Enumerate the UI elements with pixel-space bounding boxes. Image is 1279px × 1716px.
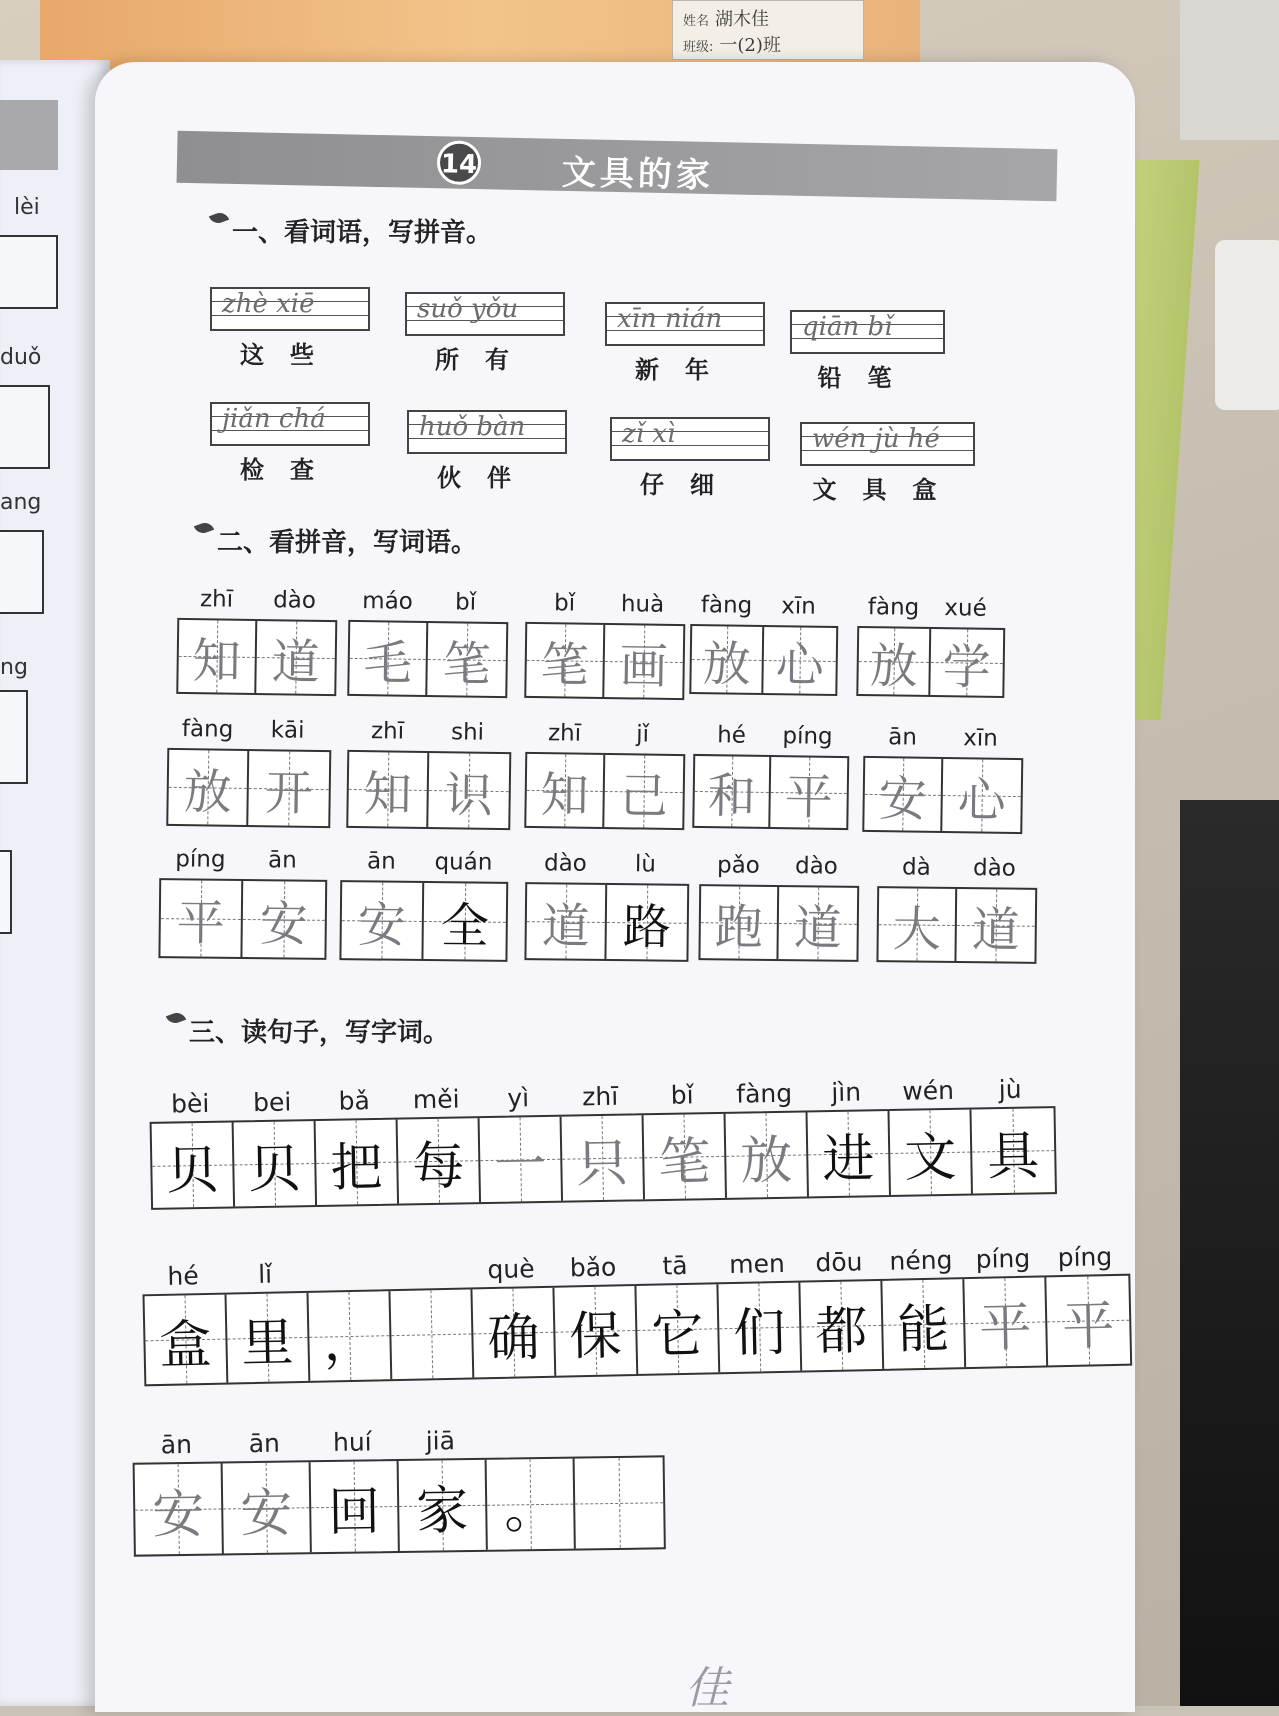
pinyin-label: bei [252, 1087, 292, 1118]
writing-cell[interactable] [636, 1284, 720, 1374]
name-label: 姓名 [683, 14, 710, 29]
written-character: 确 [486, 1307, 541, 1369]
left-box [0, 235, 58, 309]
word-grid-group [524, 850, 689, 962]
pinyin-answer: suǒ yǒu [417, 294, 519, 324]
written-character: 道 [541, 897, 591, 955]
writing-cell[interactable] [878, 888, 957, 961]
pinyin-label: píng [782, 723, 833, 750]
writing-cell[interactable] [480, 1117, 563, 1202]
pinyin-label: zhī [581, 1081, 619, 1112]
writing-cell[interactable] [971, 1108, 1054, 1193]
written-character: 贝 [247, 1138, 301, 1200]
pinyin-box[interactable] [605, 302, 765, 385]
word-label: 所有 [435, 346, 535, 374]
section3-heading: 三、读句子，写字词。 [167, 1012, 449, 1049]
pinyin-label: néng [889, 1245, 953, 1276]
writing-cell[interactable] [256, 621, 335, 694]
written-character: 回 [327, 1481, 381, 1543]
written-character: 笔 [657, 1131, 711, 1193]
written-character: 放 [739, 1130, 793, 1192]
name-value: 湖木佳 [715, 9, 770, 30]
pinyin-answer: jiǎn chá [222, 404, 326, 434]
pinyin-label: quán [434, 849, 493, 876]
pinyin-box[interactable] [210, 287, 370, 370]
pinyin-answer: zhè xiē [222, 289, 315, 319]
sentence-grid-row [132, 1423, 666, 1556]
pinyin-label: kāi [270, 717, 305, 744]
written-character: 笔 [442, 635, 492, 693]
pinyin-label: zhī [370, 718, 405, 745]
writing-cell[interactable] [341, 882, 424, 959]
sentence-grid-row [149, 1074, 1057, 1210]
written-character: 开 [264, 764, 314, 822]
written-character: 毛 [363, 634, 413, 692]
writing-cell[interactable] [890, 1110, 973, 1195]
pinyin-label: lù [634, 851, 657, 878]
pinyin-label: zhī [547, 720, 582, 747]
writing-cell[interactable] [964, 1277, 1048, 1367]
writing-cell[interactable] [691, 626, 764, 693]
pinyin-label: xīn [781, 593, 817, 620]
writing-cell[interactable] [160, 880, 243, 957]
pinyin-label: huí [332, 1427, 372, 1457]
writing-cell[interactable] [348, 752, 429, 827]
word-grid-group [176, 586, 337, 696]
word-grid-group [862, 724, 1023, 834]
left-page-banner [0, 100, 58, 170]
writing-cell[interactable] [562, 1115, 645, 1200]
written-character: 安 [151, 1484, 205, 1545]
business-card [1215, 240, 1279, 410]
left-page [0, 60, 110, 1706]
word-label: 新年 [635, 356, 735, 384]
written-character: ， [322, 1310, 377, 1373]
written-character: 贝 [165, 1140, 219, 1202]
written-character: 识 [444, 766, 494, 824]
written-character: 道 [971, 901, 1021, 959]
pinyin-label: bǐ [454, 589, 477, 616]
writing-cell[interactable] [152, 1122, 235, 1207]
workbook-page [95, 62, 1135, 1712]
writing-cell[interactable] [135, 1463, 224, 1554]
pinyin-box[interactable] [407, 410, 567, 493]
writing-cell[interactable] [472, 1288, 556, 1378]
writing-cell[interactable] [316, 1120, 399, 1205]
pinyin-label: hé [717, 722, 747, 749]
writing-cell[interactable] [808, 1111, 891, 1196]
writing-cell[interactable] [178, 620, 257, 693]
word-grid-group [346, 718, 512, 830]
device-edge [1180, 0, 1279, 140]
word-grid-group [347, 588, 508, 698]
writing-cell[interactable] [575, 1457, 664, 1548]
word-label: 这些 [240, 341, 340, 369]
writing-cell[interactable] [554, 1286, 638, 1376]
handwritten-signature: 佳 [685, 1663, 729, 1714]
writing-cell[interactable] [526, 884, 607, 959]
pinyin-label [306, 1257, 389, 1291]
written-character: 保 [568, 1305, 623, 1367]
pinyin-label: fàng [181, 716, 234, 743]
writing-cell[interactable] [390, 1289, 474, 1379]
left-box [0, 690, 28, 784]
pinyin-label: píng [975, 1243, 1031, 1274]
written-character: 安 [239, 1482, 293, 1544]
pinyin-box[interactable] [610, 417, 770, 500]
written-character: 路 [622, 898, 672, 956]
pinyin-label: fàng [736, 1078, 793, 1109]
left-pinyin: ang [0, 490, 42, 515]
word-label: 铅笔 [817, 364, 918, 392]
written-character: 能 [896, 1298, 951, 1361]
writing-cell[interactable] [604, 755, 683, 828]
written-character: 进 [821, 1128, 875, 1190]
word-label: 仔细 [640, 471, 740, 499]
pinyin-label: ān [366, 848, 396, 875]
pinyin-label: què [487, 1254, 535, 1285]
pinyin-label: dào [794, 853, 838, 880]
writing-cell[interactable] [604, 625, 683, 698]
pinyin-label: dào [543, 850, 587, 877]
written-character: 笔 [540, 636, 590, 694]
written-character: 文 [903, 1127, 957, 1189]
writing-cell[interactable] [858, 628, 931, 695]
pinyin-label: yì [507, 1083, 530, 1113]
writing-cell[interactable] [800, 1281, 884, 1371]
pinyin-label: bǐ [553, 590, 576, 617]
lesson-number: 14 [437, 140, 482, 185]
written-character: 每 [411, 1135, 465, 1197]
written-character: 放 [183, 763, 233, 821]
writing-cell[interactable] [399, 1460, 488, 1551]
writing-cell[interactable] [428, 753, 509, 828]
leaf-icon [194, 520, 214, 536]
pinyin-label: měi [412, 1084, 460, 1115]
word-grid-group [689, 592, 838, 696]
pinyin-answer: wén jù hé [812, 424, 940, 454]
writing-cell[interactable] [349, 622, 428, 695]
word-grid-group [692, 722, 849, 830]
pinyin-label: jǐ [635, 721, 650, 748]
pinyin-label: fàng [700, 592, 753, 619]
written-character: 只 [575, 1133, 629, 1194]
written-character: 安 [357, 896, 407, 954]
written-character: 道 [271, 633, 321, 691]
written-character: 具 [986, 1125, 1040, 1187]
pinyin-box[interactable] [405, 292, 565, 375]
writing-cell[interactable] [248, 751, 329, 826]
written-character: 全 [440, 897, 490, 955]
class-label: 班级: [683, 40, 714, 55]
pinyin-label: dà [901, 854, 931, 881]
word-grid-group [856, 594, 1005, 698]
pinyin-label: fàng [867, 594, 920, 621]
written-character: 知 [363, 765, 413, 823]
pinyin-label: hé [167, 1261, 200, 1291]
word-grid-group [698, 852, 859, 962]
pinyin-box[interactable] [210, 402, 370, 485]
written-character: 大 [892, 900, 942, 958]
pinyin-label [572, 1423, 660, 1456]
pinyin-label: xīn [963, 725, 999, 752]
written-character: 平 [1061, 1295, 1115, 1357]
writing-cell[interactable] [1046, 1276, 1130, 1366]
writing-cell[interactable] [718, 1283, 802, 1373]
left-box [0, 850, 12, 934]
written-character: 心 [957, 771, 1007, 829]
pinyin-box[interactable] [790, 310, 945, 393]
leaf-icon [166, 1010, 186, 1026]
writing-cell[interactable] [882, 1279, 966, 1369]
pinyin-label: shi [450, 719, 485, 746]
pinyin-box[interactable] [800, 422, 975, 505]
word-label: 检查 [240, 456, 340, 484]
pinyin-label: píng [1057, 1242, 1113, 1273]
pinyin-answer: xīn nián [617, 304, 723, 334]
left-box [0, 530, 44, 614]
writing-cell[interactable] [423, 883, 506, 960]
writing-cell[interactable] [770, 757, 847, 828]
pinyin-label: dōu [815, 1247, 863, 1278]
pinyin-label: zhī [199, 586, 234, 613]
pinyin-label: tā [662, 1250, 688, 1281]
writing-cell[interactable] [864, 758, 943, 831]
pinyin-label: xué [944, 595, 987, 622]
pinyin-label: ān [888, 724, 918, 751]
left-pinyin: ng [0, 655, 28, 680]
word-grid-group [158, 846, 327, 960]
left-pinyin: duǒ [0, 345, 42, 370]
pinyin-label: men [728, 1248, 786, 1280]
pinyin-label: huà [620, 591, 665, 618]
written-character: 道 [793, 899, 843, 957]
dark-chair [1180, 800, 1279, 1706]
writing-cell[interactable] [726, 1112, 809, 1197]
writing-cell[interactable] [763, 627, 836, 694]
writing-cell[interactable] [694, 756, 771, 827]
pinyin-label: bǐ [670, 1080, 694, 1110]
writing-cell[interactable] [930, 629, 1003, 696]
word-grid-group [166, 716, 332, 828]
section1-heading: 一、看词语，写拼音。 [210, 212, 492, 249]
written-character: 它 [650, 1304, 705, 1366]
pinyin-label [388, 1255, 471, 1289]
lesson-banner [177, 131, 1058, 201]
pinyin-label [484, 1425, 572, 1458]
writing-cell[interactable] [487, 1459, 576, 1550]
word-grid-group [876, 854, 1037, 964]
writing-cell[interactable] [526, 624, 605, 697]
pinyin-label: jiā [425, 1426, 456, 1456]
name-tag [672, 0, 864, 60]
writing-cell[interactable] [956, 889, 1035, 962]
writing-cell[interactable] [427, 623, 506, 696]
pinyin-label: jù [998, 1074, 1022, 1105]
writing-cell[interactable] [242, 881, 325, 958]
writing-cell[interactable] [942, 759, 1021, 832]
pinyin-label: dào [272, 587, 317, 614]
written-character: 放 [869, 637, 919, 695]
writing-cell[interactable] [223, 1462, 312, 1553]
written-character: 知 [192, 632, 242, 690]
written-character: 们 [732, 1302, 787, 1364]
word-grid-group [524, 590, 685, 700]
writing-cell[interactable] [700, 886, 779, 959]
word-grid-group [339, 848, 508, 962]
lesson-title: 文具的家 [561, 152, 715, 197]
pinyin-label: wén [902, 1075, 955, 1106]
writing-cell[interactable] [234, 1121, 317, 1206]
written-character: 里 [240, 1312, 295, 1374]
writing-cell[interactable] [168, 750, 249, 825]
written-character: 。 [503, 1479, 557, 1541]
written-character: 跑 [714, 898, 764, 956]
written-character: 放 [702, 635, 752, 693]
written-character: 和 [707, 767, 757, 825]
writing-cell[interactable] [145, 1295, 229, 1385]
written-character: 己 [619, 767, 669, 825]
leaf-icon [209, 210, 229, 226]
written-character: 安 [878, 770, 928, 828]
writing-cell[interactable] [308, 1291, 392, 1381]
pinyin-label: jìn [831, 1077, 862, 1108]
writing-cell[interactable] [606, 885, 687, 960]
pinyin-answer: huǒ bàn [419, 412, 526, 442]
writing-cell[interactable] [227, 1293, 311, 1383]
pinyin-label: bǎo [569, 1252, 617, 1283]
pinyin-label: lǐ [257, 1259, 273, 1289]
written-character: 家 [415, 1480, 469, 1542]
pinyin-label: ān [267, 847, 297, 874]
written-character: 平 [784, 768, 834, 826]
written-character: 知 [540, 766, 590, 824]
section2-heading: 二、看拼音，写词语。 [195, 522, 477, 559]
written-character: 把 [329, 1137, 383, 1199]
pinyin-label: píng [175, 846, 226, 873]
word-label: 伙伴 [437, 464, 537, 492]
written-character: 一 [493, 1134, 547, 1196]
word-label: 文具盒 [812, 476, 963, 504]
pinyin-label: ān [160, 1429, 193, 1460]
pinyin-answer: qiān bǐ [802, 312, 893, 342]
written-character: 平 [176, 894, 226, 952]
left-pinyin: lèi [14, 195, 40, 220]
class-value: 一(2)班 [719, 35, 781, 56]
pinyin-label: bǎ [338, 1086, 371, 1116]
pinyin-label: ān [248, 1428, 281, 1459]
written-character: 心 [775, 636, 825, 694]
writing-cell[interactable] [644, 1114, 727, 1199]
writing-cell[interactable] [398, 1118, 481, 1203]
writing-cell[interactable] [311, 1461, 400, 1552]
sentence-grid-row [142, 1242, 1132, 1387]
pinyin-answer: zǐ xì [622, 419, 676, 449]
written-character: 画 [619, 637, 669, 695]
written-character: 平 [978, 1297, 1032, 1359]
written-character: 安 [259, 895, 309, 953]
written-character: 盒 [158, 1314, 213, 1376]
word-grid-group [524, 720, 685, 830]
writing-cell[interactable] [778, 887, 857, 960]
written-character: 学 [942, 638, 992, 696]
pinyin-label: dào [972, 855, 1016, 882]
left-box [0, 385, 50, 469]
pinyin-label: máo [362, 588, 414, 615]
writing-cell[interactable] [526, 754, 605, 827]
pinyin-label: bèi [170, 1088, 210, 1119]
written-character: 都 [814, 1300, 869, 1362]
pinyin-label: pǎo [716, 852, 760, 879]
